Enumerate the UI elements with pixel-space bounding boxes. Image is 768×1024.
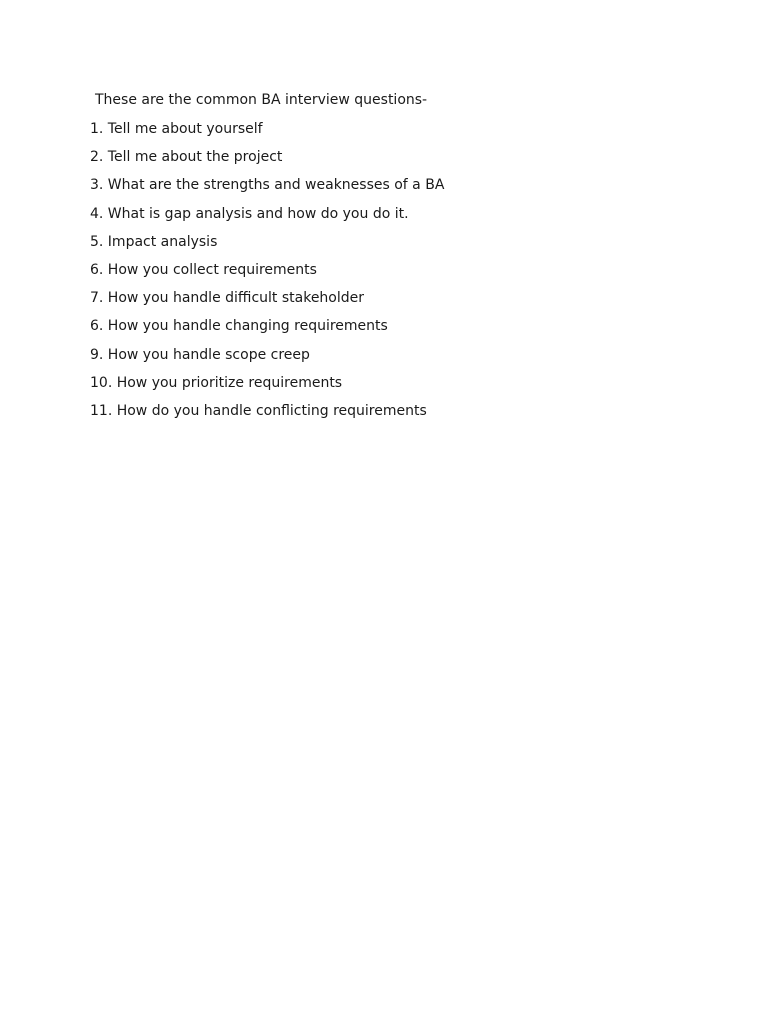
- question-item-3: 3. What are the strengths and weaknesses of a BA: [90, 177, 445, 194]
- question-item-6: 6. How you collect requirements: [90, 261, 317, 278]
- question-item-7: 7. How you handle difficult stakeholder: [90, 290, 365, 307]
- question-item-11: 11. How do you handle conflicting requirements: [90, 402, 427, 419]
- question-item-9: 9. How you handle scope creep: [90, 346, 310, 363]
- question-item-8: 6. How you handle changing requirements: [90, 318, 388, 335]
- question-item-2: 2. Tell me about the project: [90, 149, 283, 166]
- intro-text: These are the common BA interview questions-: [95, 92, 428, 108]
- question-list: [90, 119, 730, 421]
- question-item-4: 4. What is gap analysis and how do you do it.: [90, 205, 409, 222]
- question-item-5: 5. Impact analysis: [90, 233, 218, 250]
- document-body: [90, 90, 730, 421]
- question-item-10: 10. How you prioritize requirements: [90, 374, 343, 391]
- question-item-1: 1. Tell me about yourself: [90, 121, 263, 137]
